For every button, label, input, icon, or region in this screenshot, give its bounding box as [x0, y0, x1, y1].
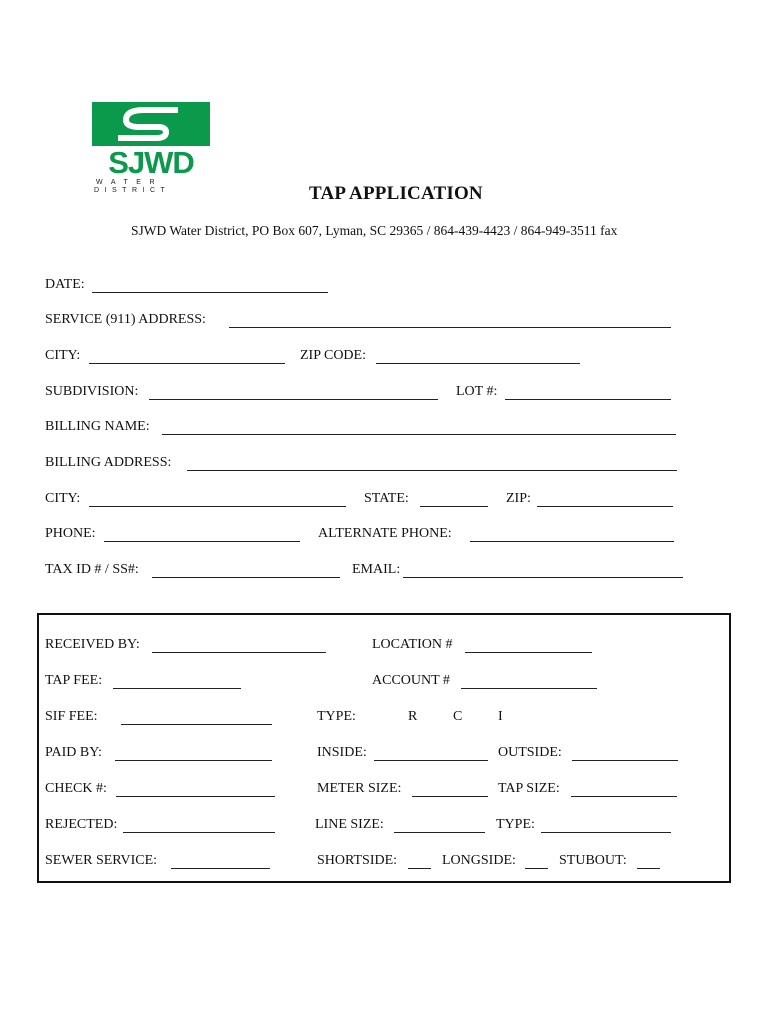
date-label: DATE:: [45, 277, 85, 292]
rejected-label: REJECTED:: [45, 817, 118, 832]
subdivision-label: SUBDIVISION:: [45, 384, 139, 399]
shortside-field[interactable]: [408, 868, 431, 869]
lot-field[interactable]: [505, 399, 671, 400]
tap-size-label: TAP SIZE:: [498, 781, 560, 796]
outside-label: OUTSIDE:: [498, 745, 562, 760]
line-size-label: LINE SIZE:: [315, 817, 384, 832]
service-address-field[interactable]: [229, 327, 671, 328]
date-field[interactable]: [92, 292, 328, 293]
billing-name-label: BILLING NAME:: [45, 419, 150, 434]
line-size-field[interactable]: [394, 832, 485, 833]
location-field[interactable]: [465, 652, 592, 653]
type-option-c[interactable]: C: [453, 709, 463, 724]
outside-field[interactable]: [572, 760, 678, 761]
received-by-label: RECEIVED BY:: [45, 637, 140, 652]
tap-size-field[interactable]: [571, 796, 677, 797]
subdivision-field[interactable]: [149, 399, 438, 400]
svg-text:DISTRICT: DISTRICT: [94, 187, 171, 194]
email-label: EMAIL:: [352, 562, 401, 577]
type-label: TYPE:: [317, 709, 356, 724]
phone-field[interactable]: [104, 541, 300, 542]
type2-label: TYPE:: [496, 817, 535, 832]
service-address-label: SERVICE (911) ADDRESS:: [45, 312, 206, 327]
email-field[interactable]: [403, 577, 683, 578]
type-option-r[interactable]: R: [408, 709, 418, 724]
zip-field[interactable]: [537, 506, 673, 507]
state-label: STATE:: [364, 491, 409, 506]
longside-field[interactable]: [525, 868, 548, 869]
shortside-label: SHORTSIDE:: [317, 853, 398, 868]
svg-text:SJWD: SJWD: [108, 145, 194, 180]
billing-address-field[interactable]: [187, 470, 677, 471]
stubout-label: STUBOUT:: [559, 853, 627, 868]
sif-fee-label: SIF FEE:: [45, 709, 98, 724]
sjwd-logo: [92, 102, 210, 194]
phone-label: PHONE:: [45, 526, 96, 541]
alternate-phone-field[interactable]: [470, 541, 674, 542]
location-label: LOCATION #: [372, 637, 453, 652]
district-address: SJWD Water District, PO Box 607, Lyman, SC 29365 / 864-439-4423 / 864-949-3511 fax: [131, 223, 618, 238]
paid-by-field[interactable]: [115, 760, 272, 761]
account-field[interactable]: [461, 688, 597, 689]
sewer-service-field[interactable]: [171, 868, 270, 869]
tax-id-label: TAX ID # / SS#:: [45, 562, 139, 577]
type-option-i[interactable]: I: [498, 709, 503, 724]
meter-size-field[interactable]: [412, 796, 488, 797]
zip-code-field[interactable]: [376, 363, 580, 364]
svg-text:WATER: WATER: [96, 179, 163, 186]
rejected-field[interactable]: [123, 832, 275, 833]
lot-label: LOT #:: [456, 384, 498, 399]
billing-city-label: CITY:: [45, 491, 81, 506]
inside-label: INSIDE:: [317, 745, 367, 760]
type2-field[interactable]: [541, 832, 671, 833]
sif-fee-field[interactable]: [121, 724, 272, 725]
inside-field[interactable]: [374, 760, 488, 761]
office-use-box: [37, 613, 731, 883]
received-by-field[interactable]: [152, 652, 326, 653]
city-label: CITY:: [45, 348, 81, 363]
stubout-field[interactable]: [637, 868, 660, 869]
billing-name-field[interactable]: [162, 434, 676, 435]
longside-label: LONGSIDE:: [442, 853, 516, 868]
zip-code-label: ZIP CODE:: [300, 348, 366, 363]
account-label: ACCOUNT #: [372, 673, 450, 688]
check-label: CHECK #:: [45, 781, 107, 796]
city-field[interactable]: [89, 363, 285, 364]
check-field[interactable]: [116, 796, 275, 797]
tax-id-field[interactable]: [152, 577, 340, 578]
page-title: TAP APPLICATION: [309, 183, 483, 204]
paid-by-label: PAID BY:: [45, 745, 102, 760]
billing-address-label: BILLING ADDRESS:: [45, 455, 172, 470]
tap-fee-label: TAP FEE:: [45, 673, 103, 688]
alternate-phone-label: ALTERNATE PHONE:: [318, 526, 452, 541]
billing-city-field[interactable]: [89, 506, 346, 507]
tap-fee-field[interactable]: [113, 688, 241, 689]
state-field[interactable]: [420, 506, 488, 507]
zip-label: ZIP:: [506, 491, 531, 506]
sewer-service-label: SEWER SERVICE:: [45, 853, 158, 868]
meter-size-label: METER SIZE:: [317, 781, 402, 796]
